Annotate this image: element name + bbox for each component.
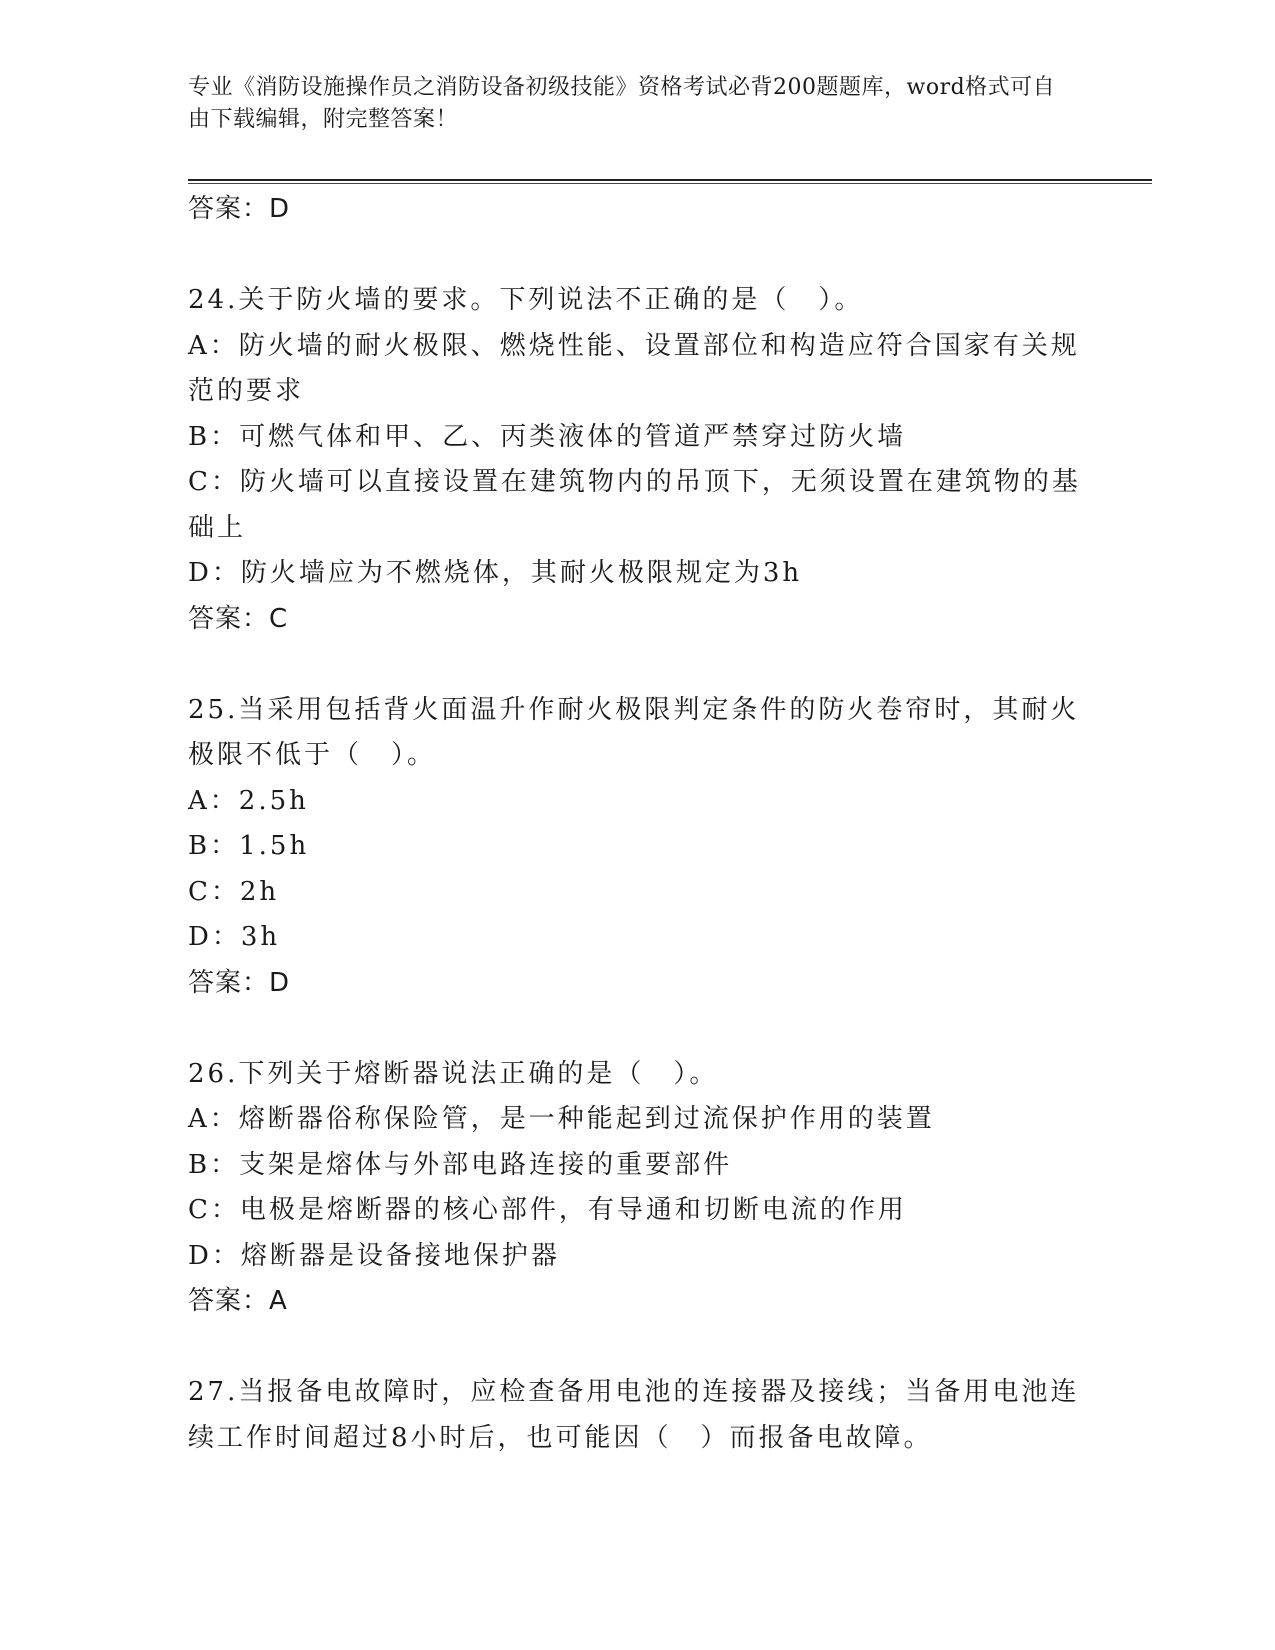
option-b: B：可燃气体和甲、乙、丙类液体的管道严禁穿过防火墙 [188,421,907,452]
answer: 答案：D [188,967,291,998]
answer: 答案：A [188,1286,288,1316]
option-c: C：电极是熔断器的核心部件，有导通和切断电流的作用 [188,1195,907,1225]
question-stem: 24.关于防火墙的要求。下列说法不正确的是（ ）。 [188,285,864,315]
option-a: A：防火墙的耐火极限、燃烧性能、设置部位和构造应符合国家有关规范的要求 [188,330,1080,406]
option-b: B：支架是熔体与外部电路连接的重要部件 [188,1149,733,1180]
page-header: 专业《消防设施操作员之消防设备初级技能》资格考试必背200题题库，word格式可自由下载编辑，附完整答案！ [188,75,1056,132]
option-b: B：1.5h [188,831,310,861]
option-c: C：2h [188,876,280,907]
answer: 答案：C [188,603,289,634]
option-c: C：防火墙可以直接设置在建筑物内的吊顶下，无须设置在建筑物的基础上 [188,467,1081,543]
option-d: D：3h [188,922,281,952]
option-a: A：熔断器俗称保险管，是一种能起到过流保护作用的装置 [188,1104,935,1134]
option-a: A：2.5h [188,785,309,816]
question-stem: 26.下列关于熔断器说法正确的是（ ）。 [188,1058,719,1089]
question-stem: 27.当报备电故障时，应检查备用电池的连接器及接线；当备用电池连续工作时间超过8小时后，也可能因（ ）而报备电故障。 [188,1377,1080,1453]
option-d: D：熔断器是设备接地保护器 [188,1240,560,1271]
document-body [188,187,1088,1461]
option-d: D：防火墙应为不燃烧体，其耐火极限规定为3h [188,558,803,588]
previous-answer: 答案：D [188,194,291,224]
question-26 [188,1052,1088,1325]
question-stem: 25.当采用包括背火面温升作耐火极限判定条件的防火卷帘时，其耐火极限不低于（ ）。 [188,694,1080,770]
header-divider-thin [188,183,1152,184]
header-divider-thick [188,179,1152,181]
question-27 [188,1370,1088,1461]
question-25 [188,688,1088,1007]
question-24 [188,278,1088,642]
